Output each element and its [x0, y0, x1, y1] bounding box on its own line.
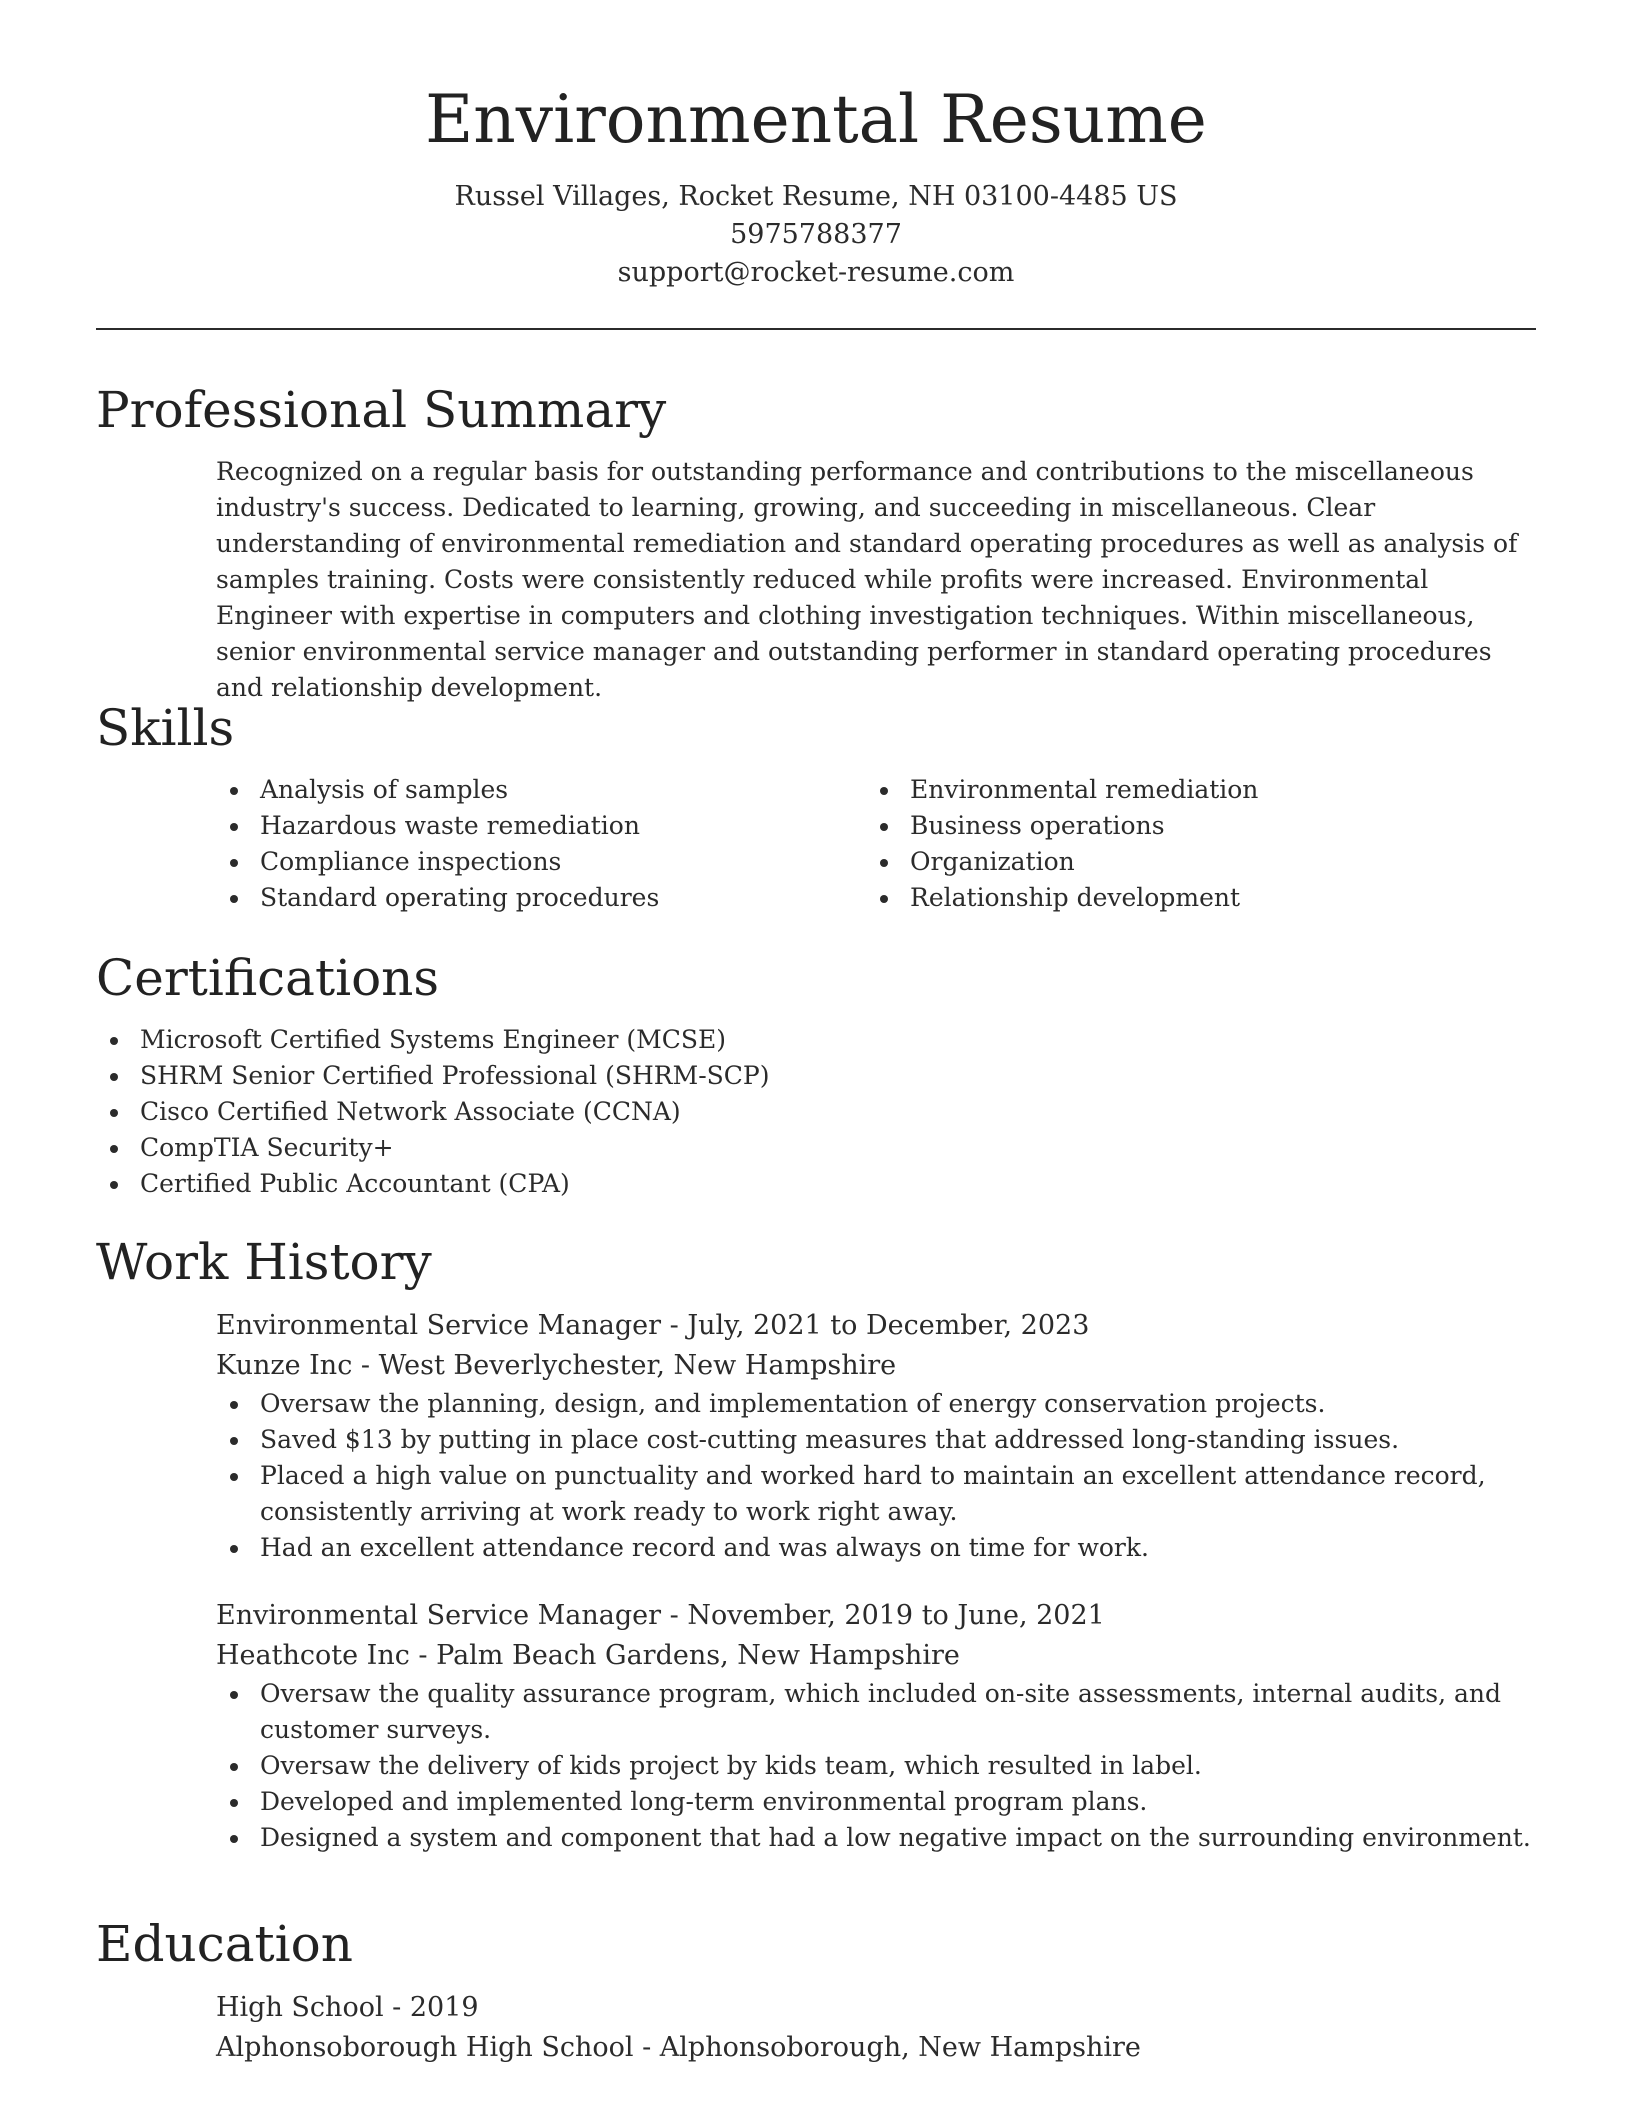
resume-header — [96, 0, 1536, 330]
contact-block — [96, 178, 1536, 292]
job-company-line — [216, 1346, 1536, 1386]
list-item: Certified Public Accountant (CPA) — [96, 1166, 1536, 1202]
skills-right-list — [866, 772, 1516, 916]
list-item: Business operations — [866, 808, 1516, 844]
list-item: Analysis of samples — [216, 772, 866, 808]
education-school: Alphonsoborough High School — [216, 2032, 634, 2063]
job-company: Kunze Inc — [216, 1350, 353, 1381]
list-item: Organization — [866, 844, 1516, 880]
job-position: Environmental Service Manager — [216, 1310, 662, 1341]
skills-heading: Skills — [96, 699, 235, 757]
list-item: Hazardous waste remediation — [216, 808, 866, 844]
certifications-heading: Certifications — [96, 949, 440, 1007]
list-item: Environmental remediation — [866, 772, 1516, 808]
list-item: Oversaw the quality assurance program, which included on-site assessments, internal audits, and customer surveys. — [216, 1676, 1536, 1748]
summary-text: Recognized on a regular basis for outstanding performance and contributions to the miscellaneous industry's success. Dedicated to learning, growing, and succeeding in miscellaneous. Clear understanding of environmental remediation and standard operating procedures as well as analysis of samples training. Costs were consistently reduced while profits were increased. Environmental Engineer with expertise in computers and clothing investigation techniques. Within miscellaneous, senior environmental service manager and outstanding performer in standard operating procedures and relationship development. — [216, 457, 1518, 702]
list-item: Cisco Certified Network Associate (CCNA) — [96, 1094, 1536, 1130]
list-item: Designed a system and component that had a low negative impact on the surrounding environment. — [216, 1820, 1536, 1856]
work-section — [96, 1232, 1536, 1856]
list-item: Placed a high value on punctuality and worked hard to maintain an excellent attendance record, consistently arriving at work ready to work right away. — [216, 1458, 1536, 1530]
list-item: Oversaw the planning, design, and implementation of energy conservation projects. — [216, 1386, 1536, 1422]
job-title-line — [216, 1596, 1536, 1636]
education-heading: Education — [96, 1915, 353, 1973]
list-item: Standard operating procedures — [216, 880, 866, 916]
job-dates: - November, 2019 to June, 2021 — [661, 1600, 1105, 1631]
job-dates: - July, 2021 to December, 2023 — [661, 1310, 1090, 1341]
list-item: Microsoft Certified Systems Engineer (MCSE) — [96, 1022, 1536, 1058]
contact-email: support@rocket-resume.com — [617, 256, 1015, 288]
list-item: SHRM Senior Certified Professional (SHRM-SCP) — [96, 1058, 1536, 1094]
education-entry — [216, 1988, 1536, 2068]
job-bullets — [216, 1386, 1536, 1566]
contact-address: Russel Villages, Rocket Resume, NH 03100-4485 US — [454, 180, 1178, 212]
list-item: CompTIA Security+ — [96, 1130, 1536, 1166]
job-position: Environmental Service Manager — [216, 1600, 662, 1631]
list-item: Compliance inspections — [216, 844, 866, 880]
skills-grid — [216, 772, 1536, 916]
education-school-line — [216, 2028, 1536, 2068]
education-location: - Alphonsoborough, New Hampshire — [633, 2032, 1141, 2063]
summary-heading: Professional Summary — [96, 381, 667, 439]
education-year: - 2019 — [383, 1992, 479, 2023]
education-degree-line — [216, 1988, 1536, 2028]
education-section — [96, 1914, 1536, 2068]
list-item: Relationship development — [866, 880, 1516, 916]
job-location: - West Beverlychester, New Hampshire — [352, 1350, 897, 1381]
summary-section — [96, 380, 1536, 706]
list-item: Oversaw the delivery of kids project by kids team, which resulted in label. — [216, 1748, 1536, 1784]
job-title-line — [216, 1306, 1536, 1346]
job-company: Heathcote Inc — [216, 1640, 410, 1671]
header-divider — [96, 328, 1536, 330]
list-item: Saved $13 by putting in place cost-cutting measures that addressed long-standing issues. — [216, 1422, 1536, 1458]
contact-phone: 5975788377 — [730, 218, 902, 250]
job-entry — [216, 1306, 1536, 1566]
job-bullets — [216, 1676, 1536, 1856]
list-item: Had an excellent attendance record and was always on time for work. — [216, 1530, 1536, 1566]
work-heading: Work History — [96, 1233, 432, 1291]
list-item: Developed and implemented long-term environmental program plans. — [216, 1784, 1536, 1820]
resume-name: Environmental Resume — [425, 81, 1207, 158]
certifications-list — [96, 1022, 1536, 1202]
job-location: - Palm Beach Gardens, New Hampshire — [409, 1640, 960, 1671]
skills-section — [96, 698, 1536, 916]
education-degree: High School — [216, 1992, 384, 2023]
skills-left-list — [216, 772, 866, 916]
resume-page — [96, 0, 1536, 2063]
job-company-line — [216, 1636, 1536, 1676]
certifications-section — [96, 948, 1536, 1202]
job-entry — [216, 1596, 1536, 1856]
